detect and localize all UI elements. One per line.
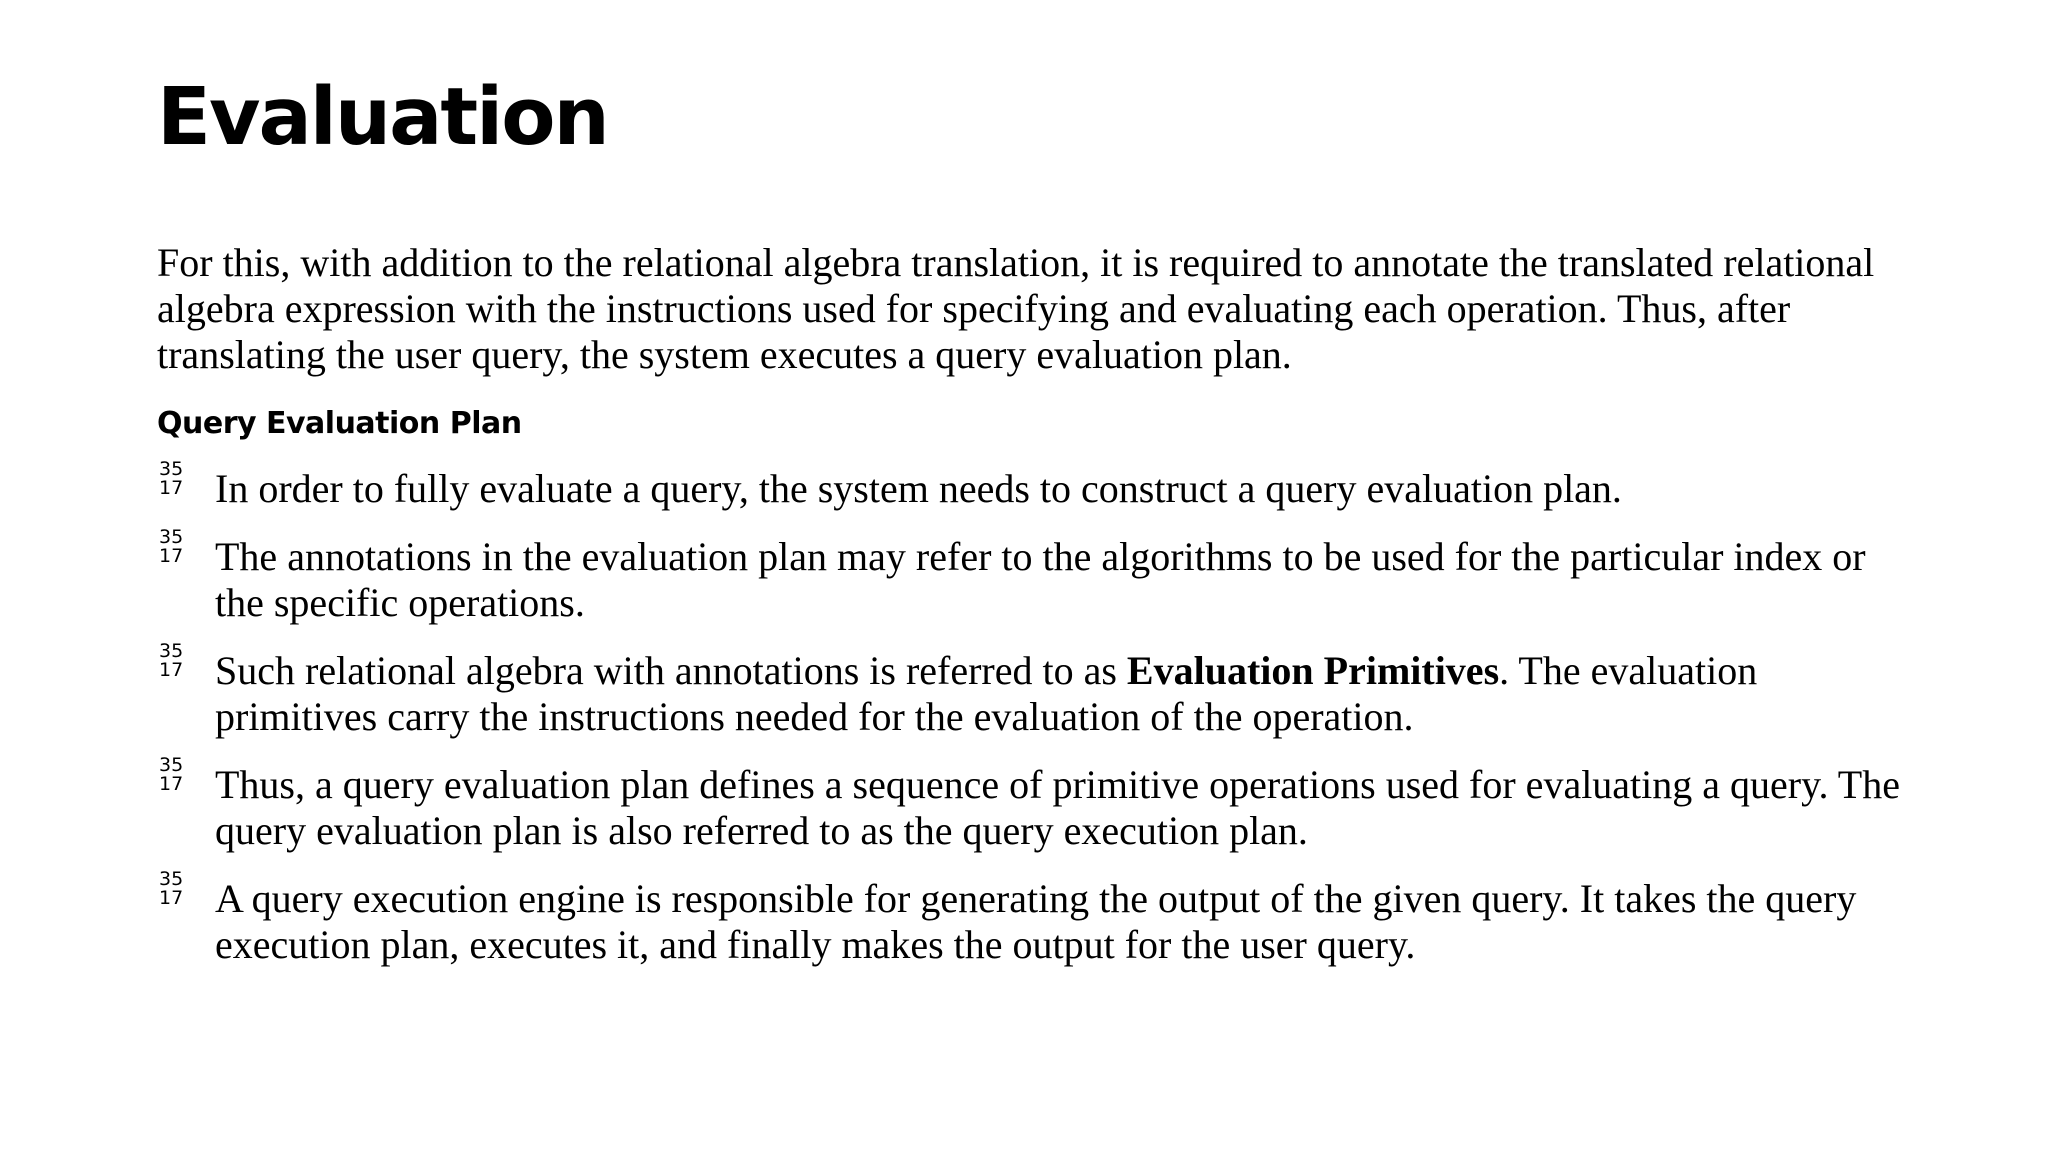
intro-paragraph: For this, with addition to the relational algebra translation, it is required to annotate the translated relational algebra expression with the instructions used for specifying and evaluating each operation. Thus, after translating the user query, the system executes a query evaluation plan. [157, 240, 1875, 377]
bullet-text-before: Such relational algebra with annotations is referred to as [215, 648, 1127, 693]
section-heading: Query Evaluation Plan [157, 406, 522, 441]
bullet-text-bold-term: Evaluation Primitives [1126, 648, 1500, 693]
bullet-marker-top: 35 [159, 458, 184, 480]
bullet-marker [159, 528, 193, 566]
bullet-text: The annotations in the evaluation plan may refer to the algorithms to be used for the particular index or the specific operations. [215, 534, 1866, 625]
bullet-marker-bottom: 17 [159, 773, 184, 795]
bullet-text-after: . The evaluation primitives carry the instructions needed for the evaluation of the operation. [215, 648, 1758, 739]
bullet-text: In order to fully evaluate a query, the system needs to construct a query evaluation plan. [215, 466, 1622, 511]
bullet-marker [159, 460, 193, 498]
bullet-text [215, 648, 1757, 739]
bullet-marker [159, 642, 193, 680]
bullet-list [157, 458, 1917, 990]
bullet-item [157, 868, 1917, 968]
bullet-marker-bottom: 17 [159, 477, 184, 499]
bullet-marker [159, 756, 193, 794]
bullet-text: A query execution engine is responsible for generating the output of the given query. It takes the query execution plan, executes it, and finally makes the output for the user query. [215, 876, 1857, 967]
bullet-marker-bottom: 17 [159, 545, 184, 567]
bullet-marker [159, 870, 193, 908]
bullet-marker-bottom: 17 [159, 887, 184, 909]
bullet-item [157, 640, 1917, 740]
bullet-item [157, 458, 1917, 512]
bullet-text: Thus, a query evaluation plan defines a sequence of primitive operations used for evaluating a query. The query evaluation plan is also referred to as the query execution plan. [215, 762, 1900, 853]
bullet-marker-top: 35 [159, 526, 184, 548]
bullet-marker-bottom: 17 [159, 659, 184, 681]
slide-title: Evaluation [157, 71, 608, 163]
bullet-item [157, 754, 1917, 854]
bullet-marker-top: 35 [159, 754, 184, 776]
bullet-item [157, 526, 1917, 626]
bullet-marker-top: 35 [159, 868, 184, 890]
bullet-marker-top: 35 [159, 640, 184, 662]
